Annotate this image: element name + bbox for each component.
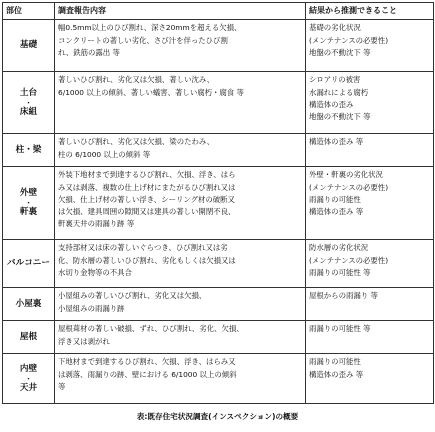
content-line: 等	[58, 381, 66, 391]
content-cell	[55, 288, 306, 321]
content-cell	[55, 354, 306, 404]
result-line: 外壁・軒裏の劣化状況	[309, 170, 383, 180]
content-cell	[55, 20, 306, 72]
result-cell	[306, 20, 434, 72]
result-cell	[306, 321, 434, 354]
header-result: 結果から推測できること	[306, 3, 434, 20]
result-line: 雨漏りの可能性	[309, 194, 361, 204]
content-cell	[55, 134, 306, 167]
part-label: 軒裏	[19, 207, 38, 218]
table-row	[3, 134, 434, 167]
table-row	[3, 20, 434, 72]
content-line: 化、防水層の著しいひび割れ、劣化もしくは欠損又は	[58, 255, 236, 265]
part-label: 土台	[19, 87, 38, 98]
part-cell	[3, 167, 55, 240]
content-line: は欠損、建具周囲の隙間又は建具の著しい開閉不良、	[58, 207, 236, 217]
part-cell	[3, 354, 55, 404]
part-cell	[3, 72, 55, 134]
content-line: コンクリートの著しい劣化、さび汁を伴ったひび割	[58, 35, 228, 45]
part-label: 天井	[19, 382, 38, 393]
result-line: 構造体の歪み 等	[309, 207, 364, 217]
content-line: 6/1000 以上の傾斜、著しい蟻害、著しい腐朽・腐食 等	[58, 87, 244, 97]
result-cell	[306, 134, 434, 167]
content-line: 浮き又は剥がれ	[58, 336, 110, 346]
header-row	[3, 3, 434, 20]
content-line: 小屋組みの著しいひび割れ、劣化又は欠損、	[58, 291, 207, 301]
part-label: 基礎	[19, 40, 38, 51]
content-line: 外装下地材まで到達するひび割れ、欠損、浮き、はら	[58, 170, 236, 180]
content-line: み又は剥落、複数の仕上げ材にまたがるひび割れ又は	[58, 182, 236, 192]
result-line: 構造体の歪み 等	[309, 369, 364, 379]
result-cell	[306, 288, 434, 321]
result-cell	[306, 354, 434, 404]
content-line: 屋根葺材の著しい破損、ずれ、ひび割れ、劣化、欠損、	[58, 324, 244, 334]
result-line: 構造体の歪み	[309, 99, 354, 109]
content-line: れ、鉄筋の露出 等	[58, 47, 120, 57]
table-row	[3, 354, 434, 404]
part-label: 柱・梁	[15, 144, 42, 155]
result-line: 地盤の不動沈下 等	[309, 112, 371, 122]
part-label: ・	[25, 199, 32, 208]
part-cell	[3, 240, 55, 288]
table-row	[3, 72, 434, 134]
content-line: 小屋組みの雨漏り跡	[58, 303, 125, 313]
result-line: 屋根からの雨漏り 等	[309, 291, 378, 301]
result-line: (メンテナンスの必要性)	[309, 182, 389, 192]
content-line: 著しいひび割れ、劣化又は欠損、著しい沈み、	[58, 75, 215, 85]
content-line: 支持部材又は床の著しいぐらつき、ひび割れ又は劣	[58, 243, 228, 253]
result-line: 水漏れによる腐朽	[309, 87, 369, 97]
result-cell	[306, 240, 434, 288]
part-label: バルコニー	[7, 258, 50, 269]
result-line: 地盤の不動沈下 等	[309, 47, 371, 57]
part-cell	[3, 20, 55, 72]
content-line: 水切り金物等の不具合	[58, 267, 132, 277]
result-line: 防水層の劣化状況	[309, 243, 369, 253]
content-line: 欠損、仕上げ材の著しい浮き、シーリング材の破断又	[58, 194, 235, 204]
table-caption: 表:既存住宅状況調査(インスペクション)の概要	[136, 412, 299, 421]
part-cell	[3, 288, 55, 321]
result-line: (メンテナンスの必要性)	[309, 255, 389, 265]
content-line: 幅0.5mm以上のひび割れ、深さ20mmを超える欠損、	[58, 23, 242, 33]
header-part: 部位	[3, 3, 55, 20]
part-label: ・	[25, 98, 32, 107]
result-cell	[306, 167, 434, 240]
content-line: は剥落、雨漏りの跡、壁における 6/1000 以上の傾斜	[58, 369, 237, 379]
result-line: 構造体の歪み 等	[309, 137, 364, 147]
content-line: 著しいひび割れ、劣化又は欠損、梁のたわみ、	[58, 137, 215, 147]
content-cell	[55, 72, 306, 134]
content-line: 柱の 6/1000 以上の傾斜 等	[58, 149, 151, 159]
part-label: 内壁	[19, 363, 38, 374]
content-cell	[55, 321, 306, 354]
table-row	[3, 288, 434, 321]
part-label: 屋根	[19, 331, 38, 342]
result-cell	[306, 72, 434, 134]
content-cell	[55, 167, 306, 240]
part-label: 外壁	[19, 188, 38, 199]
result-line: 雨漏りの可能性 等	[309, 324, 371, 334]
part-label: 小屋裏	[15, 298, 42, 309]
header-content: 調査報告内容	[55, 3, 306, 20]
inspection-table	[2, 2, 434, 404]
result-line: 雨漏りの可能性	[309, 357, 361, 367]
part-label: 床組	[19, 106, 38, 117]
result-line: (メンテナンスの必要性)	[309, 35, 389, 45]
content-cell	[55, 240, 306, 288]
part-cell	[3, 321, 55, 354]
part-label: ・	[25, 374, 32, 383]
result-line: 基礎の劣化状況	[309, 23, 361, 33]
part-cell	[3, 134, 55, 167]
content-line: 下地材まで到達するひび割れ、欠損、浮き、はらみ又	[58, 357, 236, 367]
result-line: シロアリの被害	[309, 75, 361, 85]
table-row	[3, 321, 434, 354]
table-row	[3, 167, 434, 240]
result-line: 雨漏りの可能性 等	[309, 267, 371, 277]
table-row	[3, 240, 434, 288]
content-line: 軒裏天井の雨漏り跡 等	[58, 219, 135, 229]
